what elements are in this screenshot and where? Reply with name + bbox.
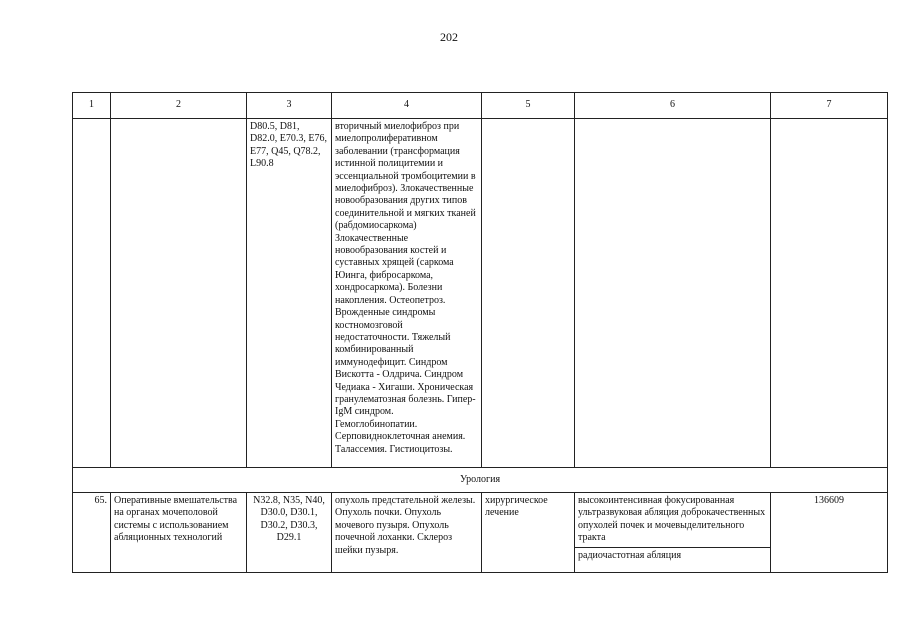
row65-cost: 136609: [771, 493, 888, 573]
continuation-row: [73, 119, 888, 468]
header-col-7: 7: [771, 93, 888, 119]
section-row: [73, 468, 888, 493]
header-row: [73, 93, 888, 119]
table-row-65: [73, 493, 888, 548]
row65-model: опухоль предстательной железы. Опухоль почки. Опухоль мочевого пузыря. Опухоль почечной лоханки. Склероз шейки пузыря.: [332, 493, 482, 573]
cont-cell-treatment: [482, 119, 575, 468]
cont-cell-name: [111, 119, 247, 468]
row65-codes: N32.8, N35, N40, D30.0, D30.1, D30.2, D30.3, D29.1: [247, 493, 332, 573]
row65-name: Оперативные вмешательства на органах мочеполовой системы с использованием абляционных технологий: [111, 493, 247, 573]
header-col-4: 4: [332, 93, 482, 119]
cont-cell-model: вторичный миелофиброз при миелопролиферативном заболевании (трансформация истинной полицитемии и эссенциальной тромбоцитемии в миелофиброз). Злокачественные новообразования других типов соединительной и мягких тканей (рабдомиосаркома) Злокачественные новообразования костей и суставных хрящей (саркома Юинга, фибросаркома, хондросаркома). Болезни накопления. Остеопетроз. Врожденные синдромы костномозговой недостаточности. Тяжелый комбинированный иммунодефицит. Синдром Вискотта - Олдрича. Синдром Чедиака - Хигаши. Хроническая гранулематозная болезнь. Гипер-IgM синдром. Гемоглобинопатии. Серповидноклеточная анемия. Талассемия. Гистиоцитозы.: [332, 119, 482, 468]
cont-cell-codes: D80.5, D81, D82.0, E70.3, E76, E77, Q45, Q78.2, L90.8: [247, 119, 332, 468]
medical-care-table: [72, 92, 888, 573]
row65-treatment-type: хирургическое лечение: [482, 493, 575, 573]
header-col-1: 1: [73, 93, 111, 119]
page-number: 202: [440, 30, 458, 44]
cont-cell-num: [73, 119, 111, 468]
header-col-6: 6: [575, 93, 771, 119]
row65-method-1: высокоинтенсивная фокусированная ультразвуковая абляция доброкачественных опухолей почек и мочевыделительного тракта: [575, 493, 771, 548]
row65-method-2: радиочастотная абляция: [575, 547, 771, 572]
row65-num: 65.: [73, 493, 111, 573]
header-col-2: 2: [111, 93, 247, 119]
cont-cell-cost: [771, 119, 888, 468]
section-title: Урология: [73, 468, 888, 493]
header-col-3: 3: [247, 93, 332, 119]
header-col-5: 5: [482, 93, 575, 119]
cont-cell-method: [575, 119, 771, 468]
